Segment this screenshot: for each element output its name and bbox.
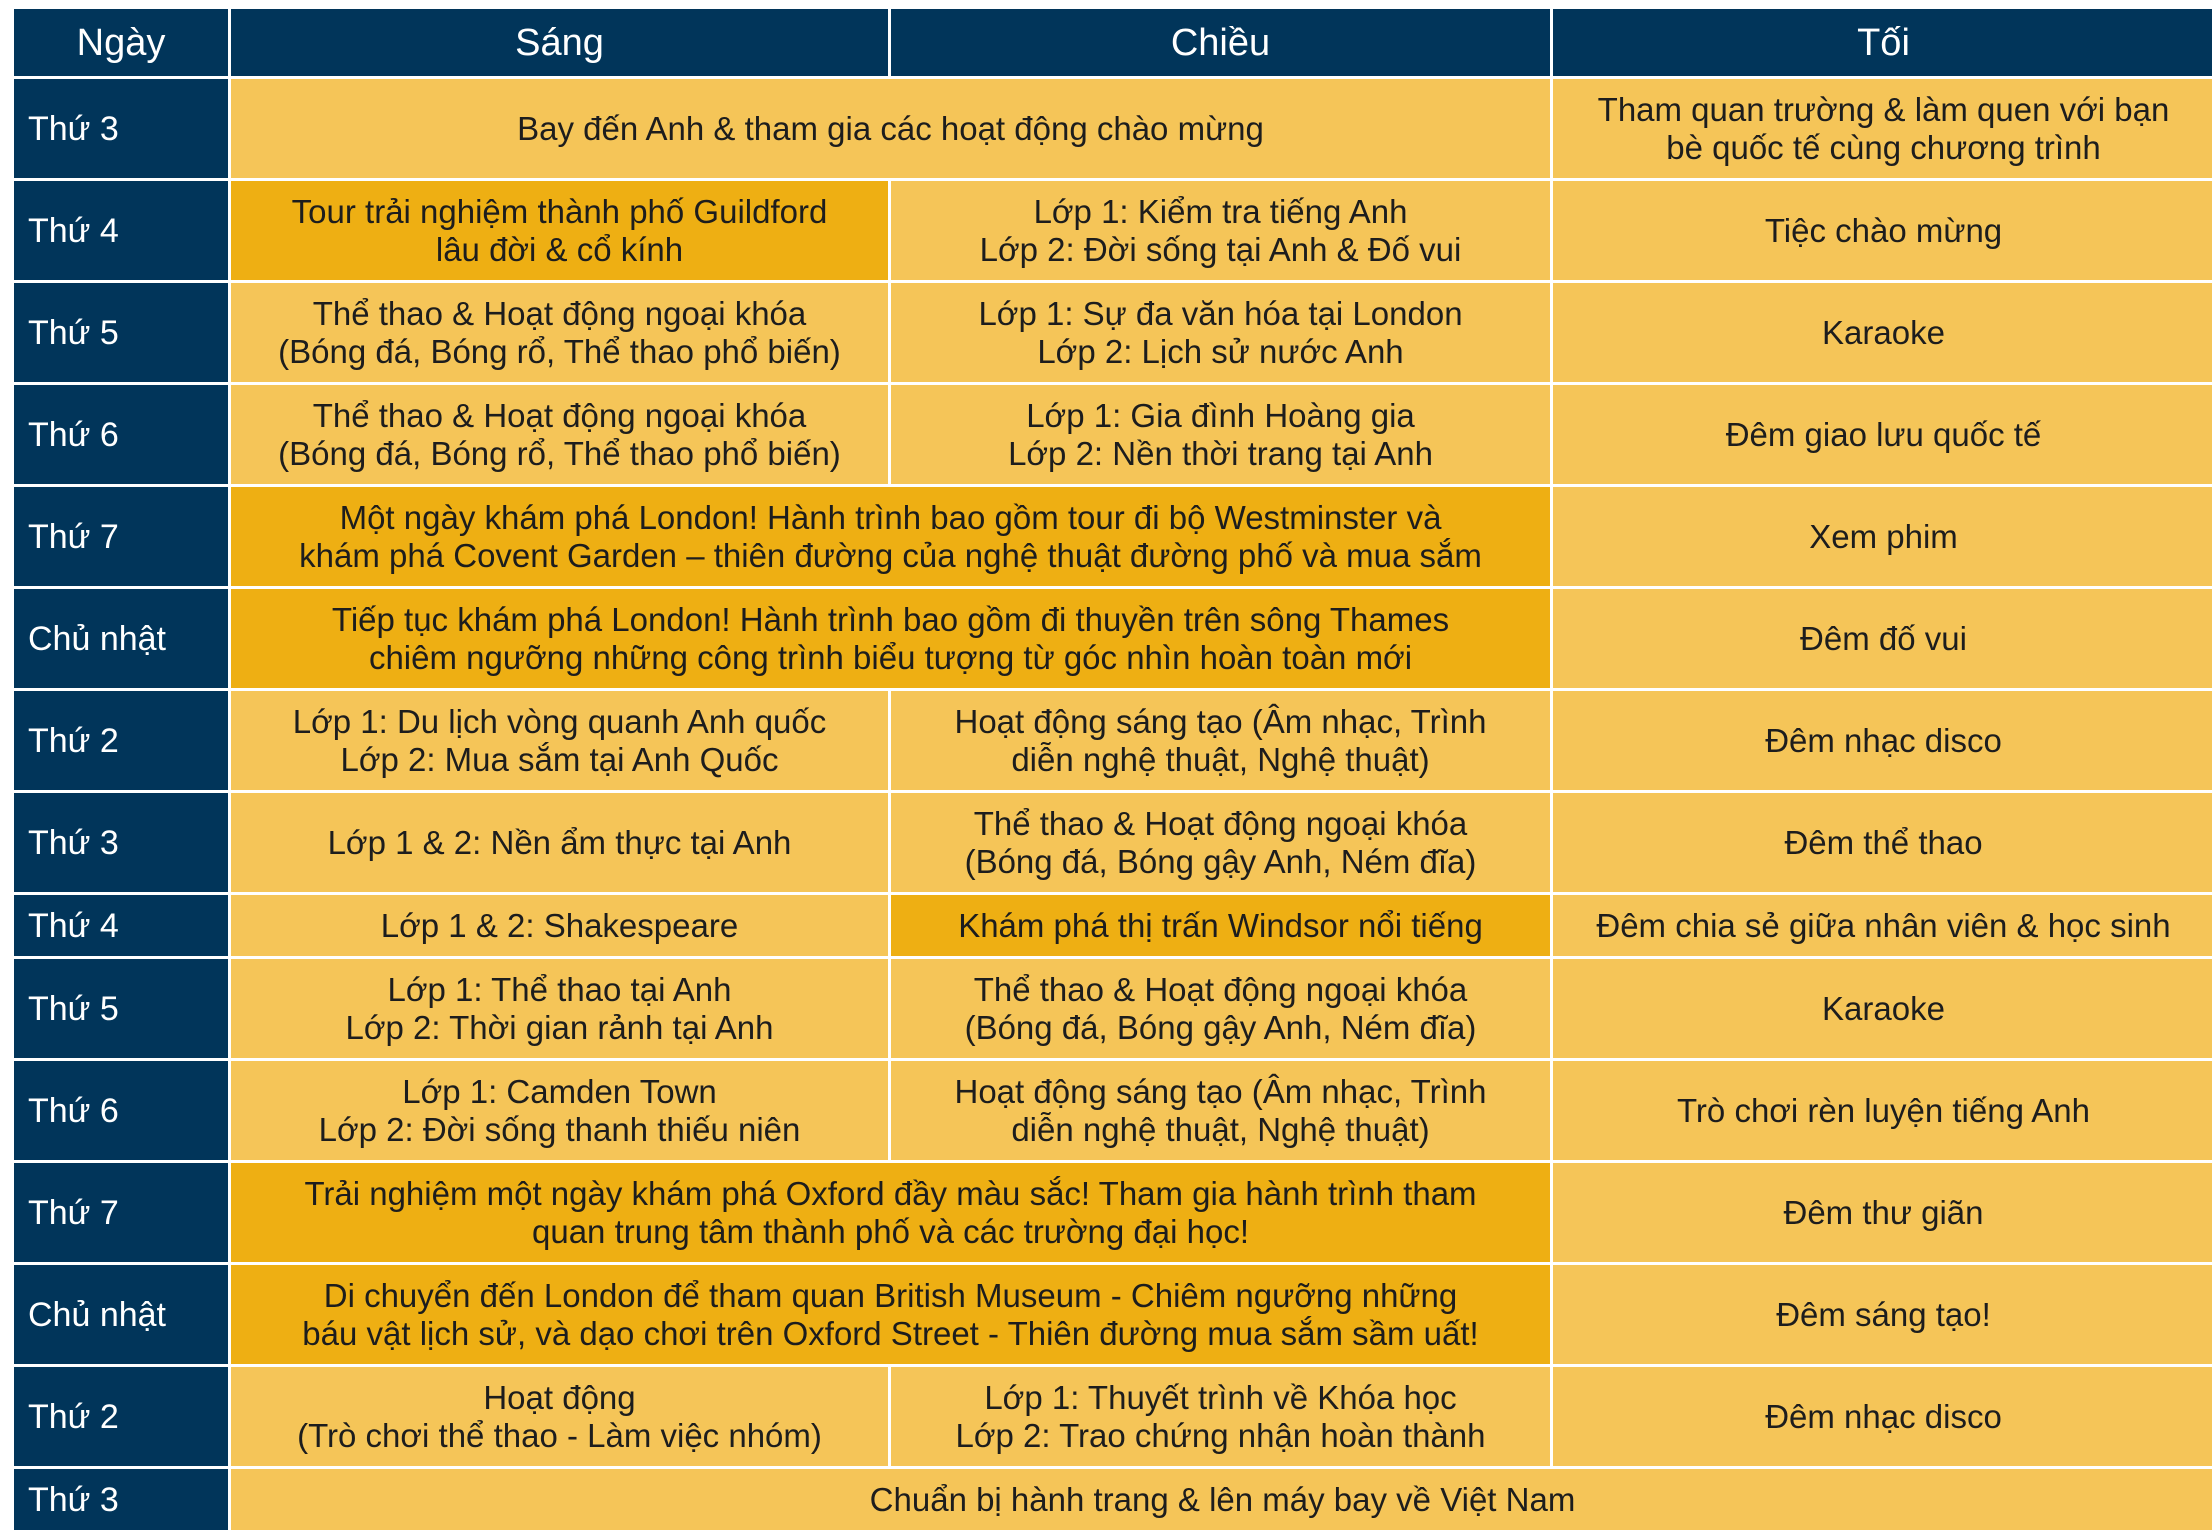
day-cell: Thứ 7 <box>14 487 228 586</box>
table-row <box>14 283 2212 382</box>
day-cell: Thứ 7 <box>14 1163 228 1262</box>
cell-line: Đêm sáng tạo! <box>1776 1295 1991 1333</box>
table-header <box>14 9 2212 76</box>
cell-line: Lớp 2: Nền thời trang tại Anh <box>1008 434 1433 472</box>
cell-line: chiêm ngưỡng những công trình biểu tượng từ góc nhìn hoàn toàn mới <box>368 638 1413 676</box>
cell-line: Lớp 2: Mua sắm tại Anh Quốc <box>340 740 779 778</box>
evening-cell <box>1553 1061 2212 1160</box>
cell-line: Đêm nhạc disco <box>1765 1397 2002 1435</box>
cell-line: Đêm chia sẻ giữa nhân viên & học sinh <box>1596 906 2171 944</box>
morning-afternoon-cell <box>231 1265 1550 1364</box>
cell-line: Đêm đố vui <box>1800 619 1967 657</box>
evening-cell <box>1553 1367 2212 1466</box>
day-cell: Thứ 4 <box>14 181 228 280</box>
cell-line: Lớp 2: Lịch sử nước Anh <box>1037 332 1404 370</box>
evening-cell <box>1553 283 2212 382</box>
morning-cell <box>231 181 888 280</box>
table-row <box>14 793 2212 892</box>
cell-line: Bay đến Anh & tham gia các hoạt động chào mừng <box>517 109 1264 147</box>
cell-line: Xem phim <box>1809 517 1958 555</box>
cell-line: Lớp 2: Đời sống thanh thiếu niên <box>318 1110 801 1148</box>
day-cell: Thứ 5 <box>14 959 228 1058</box>
cell-line: Tham quan trường & làm quen với bạn <box>1597 90 2170 128</box>
header-afternoon: Chiều <box>891 9 1550 76</box>
cell-line: Lớp 1: Du lịch vòng quanh Anh quốc <box>292 702 827 740</box>
header-evening: Tối <box>1553 9 2212 76</box>
table-row <box>14 1163 2212 1262</box>
cell-line: (Bóng đá, Bóng rổ, Thể thao phổ biến) <box>278 332 841 370</box>
cell-line: Hoạt động <box>483 1378 636 1416</box>
table-row <box>14 959 2212 1058</box>
afternoon-cell <box>891 181 1550 280</box>
afternoon-cell <box>891 385 1550 484</box>
morning-cell <box>231 1367 888 1466</box>
cell-line: Lớp 1: Camden Town <box>402 1072 717 1110</box>
evening-cell <box>1553 793 2212 892</box>
cell-line: Thể thao & Hoạt động ngoại khóa <box>973 970 1468 1008</box>
day-cell: Chủ nhật <box>14 589 228 688</box>
morning-cell <box>231 895 888 956</box>
afternoon-cell <box>891 895 1550 956</box>
morning-afternoon-cell <box>231 1163 1550 1262</box>
morning-cell <box>231 385 888 484</box>
morning-cell <box>231 793 888 892</box>
cell-line: Đêm thư giãn <box>1783 1193 1984 1231</box>
cell-line: Karaoke <box>1822 989 1945 1027</box>
cell-line: (Trò chơi thể thao - Làm việc nhóm) <box>297 1416 822 1454</box>
day-cell: Thứ 6 <box>14 1061 228 1160</box>
table-body <box>14 79 2212 1530</box>
evening-cell <box>1553 79 2212 178</box>
evening-cell <box>1553 959 2212 1058</box>
cell-line: Lớp 2: Đời sống tại Anh & Đố vui <box>979 230 1462 268</box>
cell-line: (Bóng đá, Bóng gậy Anh, Ném đĩa) <box>964 1008 1477 1046</box>
cell-line: Lớp 2: Thời gian rảnh tại Anh <box>345 1008 774 1046</box>
cell-line: Đêm giao lưu quốc tế <box>1725 415 2042 453</box>
cell-line: Đêm nhạc disco <box>1765 721 2002 759</box>
cell-line: khám phá Covent Garden – thiên đường của nghệ thuật đường phố và mua sắm <box>299 536 1482 574</box>
day-cell: Thứ 3 <box>14 793 228 892</box>
morning-afternoon-cell <box>231 589 1550 688</box>
afternoon-cell <box>891 793 1550 892</box>
morning-afternoon-cell <box>231 79 1550 178</box>
table-row <box>14 1469 2212 1530</box>
cell-line: Lớp 1: Kiểm tra tiếng Anh <box>1033 192 1408 230</box>
cell-line: diễn nghệ thuật, Nghệ thuật) <box>1011 1110 1430 1148</box>
morning-cell <box>231 959 888 1058</box>
cell-line: (Bóng đá, Bóng gậy Anh, Ném đĩa) <box>964 842 1477 880</box>
cell-line: Thể thao & Hoạt động ngoại khóa <box>973 804 1468 842</box>
evening-cell <box>1553 895 2212 956</box>
cell-line: bè quốc tế cùng chương trình <box>1666 128 2101 166</box>
table-row <box>14 79 2212 178</box>
morning-cell <box>231 1061 888 1160</box>
cell-line: báu vật lịch sử, và dạo chơi trên Oxford Street - Thiên đường mua sắm sầm uất! <box>302 1314 1479 1352</box>
cell-line: Di chuyển đến London để tham quan British Museum - Chiêm ngưỡng những <box>323 1276 1458 1314</box>
cell-line: lâu đời & cổ kính <box>435 230 684 268</box>
cell-line: Lớp 1: Thuyết trình về Khóa học <box>984 1378 1457 1416</box>
evening-cell <box>1553 1163 2212 1262</box>
evening-cell <box>1553 1265 2212 1364</box>
cell-line: Trải nghiệm một ngày khám phá Oxford đầy màu sắc! Tham gia hành trình tham <box>304 1174 1477 1212</box>
schedule-table <box>11 6 2212 1533</box>
day-cell: Thứ 2 <box>14 1367 228 1466</box>
cell-line: Lớp 1: Sự đa văn hóa tại London <box>978 294 1463 332</box>
table-row <box>14 589 2212 688</box>
morning-afternoon-cell <box>231 487 1550 586</box>
table-row <box>14 1061 2212 1160</box>
cell-line: Lớp 2: Trao chứng nhận hoàn thành <box>955 1416 1486 1454</box>
table-row <box>14 181 2212 280</box>
cell-line: Thể thao & Hoạt động ngoại khóa <box>312 294 807 332</box>
evening-cell <box>1553 385 2212 484</box>
cell-line: Chuẩn bị hành trang & lên máy bay về Việt Nam <box>869 1480 1576 1518</box>
table-row <box>14 1265 2212 1364</box>
cell-line: Tiệc chào mừng <box>1764 211 2003 249</box>
afternoon-cell <box>891 1367 1550 1466</box>
cell-line: Thể thao & Hoạt động ngoại khóa <box>312 396 807 434</box>
cell-line: Một ngày khám phá London! Hành trình bao gồm tour đi bộ Westminster và <box>339 498 1442 536</box>
evening-cell <box>1553 181 2212 280</box>
day-cell: Thứ 4 <box>14 895 228 956</box>
cell-line: Tour trải nghiệm thành phố Guildford <box>291 192 828 230</box>
cell-line: Lớp 1: Gia đình Hoàng gia <box>1026 396 1415 434</box>
evening-cell <box>1553 589 2212 688</box>
cell-line: quan trung tâm thành phố và các trường đại học! <box>531 1212 1249 1250</box>
day-cell: Chủ nhật <box>14 1265 228 1364</box>
full-day-cell <box>231 1469 2212 1530</box>
table-row <box>14 895 2212 956</box>
table-row <box>14 1367 2212 1466</box>
cell-line: Khám phá thị trấn Windsor nổi tiếng <box>958 906 1483 944</box>
table-row <box>14 487 2212 586</box>
cell-line: Tiếp tục khám phá London! Hành trình bao gồm đi thuyền trên sông Thames <box>331 600 1450 638</box>
morning-cell <box>231 283 888 382</box>
header-day: Ngày <box>14 9 228 76</box>
cell-line: Karaoke <box>1822 313 1945 351</box>
cell-line: (Bóng đá, Bóng rổ, Thể thao phổ biến) <box>278 434 841 472</box>
day-cell: Thứ 2 <box>14 691 228 790</box>
day-cell: Thứ 5 <box>14 283 228 382</box>
table-row <box>14 385 2212 484</box>
cell-line: Hoạt động sáng tạo (Âm nhạc, Trình <box>954 702 1487 740</box>
cell-line: Lớp 1 & 2: Shakespeare <box>380 906 739 944</box>
table-row <box>14 691 2212 790</box>
morning-cell <box>231 691 888 790</box>
afternoon-cell <box>891 691 1550 790</box>
afternoon-cell <box>891 283 1550 382</box>
day-cell: Thứ 6 <box>14 385 228 484</box>
evening-cell <box>1553 487 2212 586</box>
header-morning: Sáng <box>231 9 888 76</box>
afternoon-cell <box>891 959 1550 1058</box>
evening-cell <box>1553 691 2212 790</box>
day-cell: Thứ 3 <box>14 79 228 178</box>
day-cell: Thứ 3 <box>14 1469 228 1530</box>
cell-line: Trò chơi rèn luyện tiếng Anh <box>1677 1091 2090 1129</box>
cell-line: Đêm thể thao <box>1784 823 1983 861</box>
cell-line: Hoạt động sáng tạo (Âm nhạc, Trình <box>954 1072 1487 1110</box>
cell-line: Lớp 1 & 2: Nền ẩm thực tại Anh <box>327 823 792 861</box>
cell-line: Lớp 1: Thể thao tại Anh <box>387 970 732 1008</box>
cell-line: diễn nghệ thuật, Nghệ thuật) <box>1011 740 1430 778</box>
afternoon-cell <box>891 1061 1550 1160</box>
header-row <box>14 9 2212 76</box>
